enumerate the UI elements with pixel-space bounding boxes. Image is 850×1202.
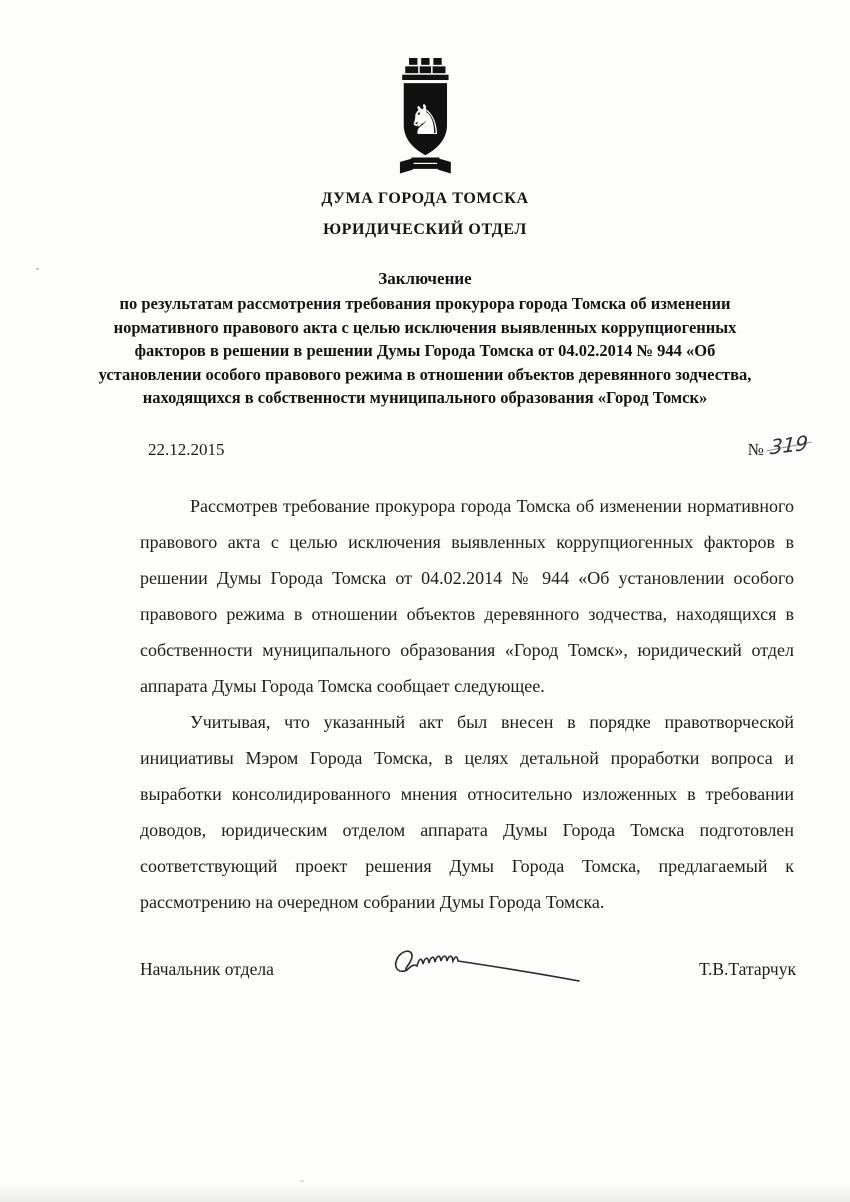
document-body [0,488,850,920]
signature-row [0,944,850,995]
department-name: ЮРИДИЧЕСКИЙ ОТДЕЛ [323,221,527,238]
document-number [747,430,809,460]
organization-name: ДУМА ГОРОДА ТОМСКА [321,190,529,207]
meta-row [0,430,850,460]
signatory-position: Начальник отдела [140,958,274,979]
body-paragraph-1: Рассмотрев требование прокурора города Томска об изменении нормативного правового акта с целью исключения выявленных коррупциогенных факторов в решении Думы Города Томска от 04.02.2014 № 944 «Об установлении особого правового режима в отношении объектов деревянного зодчества, находящихся в собственности муниципального образования «Город Томск», юридический отдел аппарата Думы Города Томска сообщает следующее. [140,495,794,696]
tomsk-coat-of-arms [387,58,463,178]
handwritten-number: 319 [769,430,809,459]
document-subtitle: по результатам рассмотрения требования прокурора города Томска об изменении нормативного правового акта с целью исключения выявленных коррупциогенных факторов в решении в решении Думы Города Томска от 04.02.2014 № 944 «Об установлении особого правового режима в отношении объектов деревянного зодчества, находящихся в собственности муниципального образования «Город Томск» [98,294,752,407]
horse-icon: ♞ [406,95,444,144]
emblem-ribbon [400,157,451,173]
signature-mark-icon [381,940,591,991]
scan-artifact [300,1180,304,1182]
number-sign-label: № [747,439,764,459]
letterhead [0,0,850,239]
document-date: 22.12.2015 [148,439,225,459]
document-heading: Заключение [378,269,472,288]
scan-artifact [36,268,39,270]
title-block [0,269,850,410]
signatory-name: Т.В.Татарчук [699,958,796,979]
body-paragraph-2: Учитывая, что указанный акт был внесен в порядке правотворческой инициативы Мэром Города Томска, в целях детальной проработки вопроса и выработки консолидированного мнения относительно изложенных в требовании доводов, юридическим отделом аппарата Думы Города Томска подготовлен соответствующий проект решения Думы Города Томска, предлагаемый к рассмотрению на очередном собрании Думы Города Томска. [140,711,794,912]
